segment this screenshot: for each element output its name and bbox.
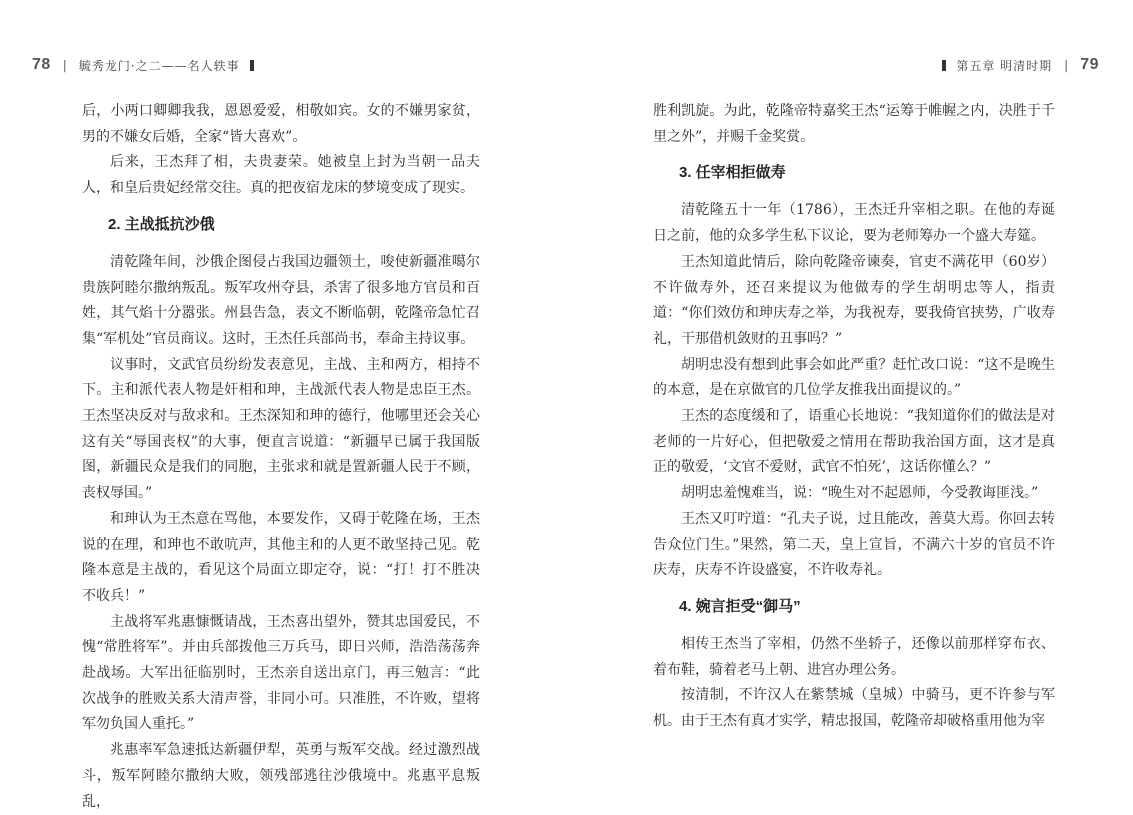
left-section-paragraphs bbox=[82, 250, 480, 815]
paragraph: 相传王杰当了宰相，仍然不坐轿子，还像以前那样穿布衣、着布鞋，骑着老马上朝、进宫办理公务。 bbox=[653, 635, 1055, 678]
paragraph: 清乾隆年间，沙俄企图侵占我国边疆领土，唆使新疆准噶尔贵族阿睦尔撒纳叛乱。叛军攻州夺县，杀害了很多地方官员和百姓，其气焰十分嚣张。州县告急，表文不断临朝，乾隆帝急忙召集“军机处”官员商议。这时，王杰任兵部尚书，奉命主持议事。 bbox=[82, 253, 480, 347]
right-page-number: 79 bbox=[1080, 56, 1099, 73]
paragraph: 和珅认为王杰意在骂他，本要发作，又碍于乾隆在场，王杰说的在理，和珅也不敢吭声，其他主和的人更不敢坚持己见。乾隆本意是主战的，看见这个局面立即定夺，说：“打！打不胜决不收兵！” bbox=[82, 510, 480, 604]
left-page-header bbox=[32, 52, 566, 78]
paragraph: 胡明忠没有想到此事会如此严重？赶忙改口说：“这不是晚生的本意，是在京做官的几位学友推我出面提议的。” bbox=[653, 356, 1055, 399]
right-page bbox=[567, 0, 1133, 799]
right-running-title: 第五章 明清时期 bbox=[956, 58, 1053, 73]
paragraph: 王杰的态度缓和了，语重心长地说：“我知道你们的做法是对老师的一片好心，但把敬爱之情用在帮助我治国方面，这才是真正的敬爱，‘文官不爱财，武官不怕死’，这话你懂么？” bbox=[653, 408, 1055, 476]
left-page-number: 78 bbox=[32, 56, 51, 73]
left-page bbox=[0, 0, 566, 810]
section-heading: 4. 婉言拒受“御马” bbox=[679, 597, 801, 615]
paragraph: 主战将军兆惠慷慨请战，王杰喜出望外，赞其忠国爱民，不愧“常胜将军”。并由兵部拨他三万兵马，即日兴师，浩浩荡荡奔赴战场。大军出征临别时，王杰亲自送出京门，再三勉言：“此次战争的胜败关系大清声誉，非同小可。只准胜，不许败，望将军勿负国人重托。” bbox=[82, 613, 480, 733]
paragraph: 清乾隆五十一年（1786），王杰迁升宰相之职。在他的寿诞日之前，他的众多学生私下议论，要为老师筹办一个盛大寿筵。 bbox=[653, 202, 1055, 245]
section-heading: 3. 任宰相拒做寿 bbox=[679, 164, 786, 182]
section-heading: 2. 主战抵抗沙俄 bbox=[108, 215, 215, 233]
left-page-body bbox=[82, 99, 480, 815]
paragraph: 后来，王杰拜了相，夫贵妻荣。她被皇上封为当朝一品夫人，和皇后贵妃经常交往。真的把夜宿龙床的梦境变成了现实。 bbox=[82, 154, 480, 197]
header-divider: | bbox=[1064, 58, 1069, 72]
paragraph: 议事时，文武官员纷纷发表意见，主战、主和两方，相持不下。主和派代表人物是奸相和珅，主战派代表人物是忠臣王杰。王杰坚决反对与敌求和。王杰深知和珅的德行，他哪里还会关心这有关“辱国丧权”的大事，便直言说道：“新疆早已属于我国版图，新疆民众是我们的同胞，主张求和就是置新疆人民于不顾，丧权辱国。” bbox=[82, 356, 480, 502]
header-marker-icon bbox=[250, 60, 254, 71]
right-page-body bbox=[653, 99, 1055, 735]
section3-paragraphs bbox=[653, 198, 1055, 584]
right-top-paragraphs bbox=[653, 99, 1055, 150]
paragraph: 胜利凯旋。为此，乾隆帝特嘉奖王杰“运筹于帷幄之内，决胜于千里之外”，并赐千金奖赏。 bbox=[653, 103, 1055, 145]
header-divider: | bbox=[62, 58, 67, 72]
section4-paragraphs bbox=[653, 632, 1055, 735]
paragraph: 胡明忠羞愧难当，说：“晚生对不起恩师，今受教诲匪浅。” bbox=[681, 485, 1039, 502]
paragraph: 王杰知道此情后，除向乾隆帝谏奏，官吏不满花甲（60岁）不许做寿外，还召来提议为他做寿的学生胡明忠等人，指责道：“你们效仿和珅庆寿之举，为我祝寿，要我倚官挟势，广收寿礼，干那借机敛财的丑事吗？” bbox=[653, 253, 1055, 347]
header-marker-icon bbox=[942, 60, 946, 71]
paragraph: 后，小两口卿卿我我，恩恩爱爱，相敬如宾。女的不嫌男家贫，男的不嫌女后婚，全家“皆大喜欢”。 bbox=[82, 103, 480, 145]
paragraph: 按清制，不许汉人在紫禁城（皇城）中骑马，更不许参与军机。由于王杰有真才实学，精忠报国，乾隆帝却破格重用他为宰 bbox=[653, 687, 1055, 730]
right-page-header bbox=[567, 52, 1099, 78]
paragraph: 王杰又叮咛道：“孔夫子说，过且能改，善莫大焉。你回去转告众位门生。”果然，第二天，皇上宣旨，不满六十岁的官员不许庆寿，庆寿不许设盛宴，不许收寿礼。 bbox=[653, 510, 1055, 579]
left-running-title: 毓秀龙门·之二——名人轶事 bbox=[78, 58, 240, 73]
paragraph: 兆惠率军急速抵达新疆伊犁，英勇与叛军交战。经过激烈战斗，叛军阿睦尔撒纳大败，领残部逃往沙俄境中。兆惠平息叛乱， bbox=[82, 742, 480, 810]
left-top-paragraphs bbox=[82, 99, 480, 202]
